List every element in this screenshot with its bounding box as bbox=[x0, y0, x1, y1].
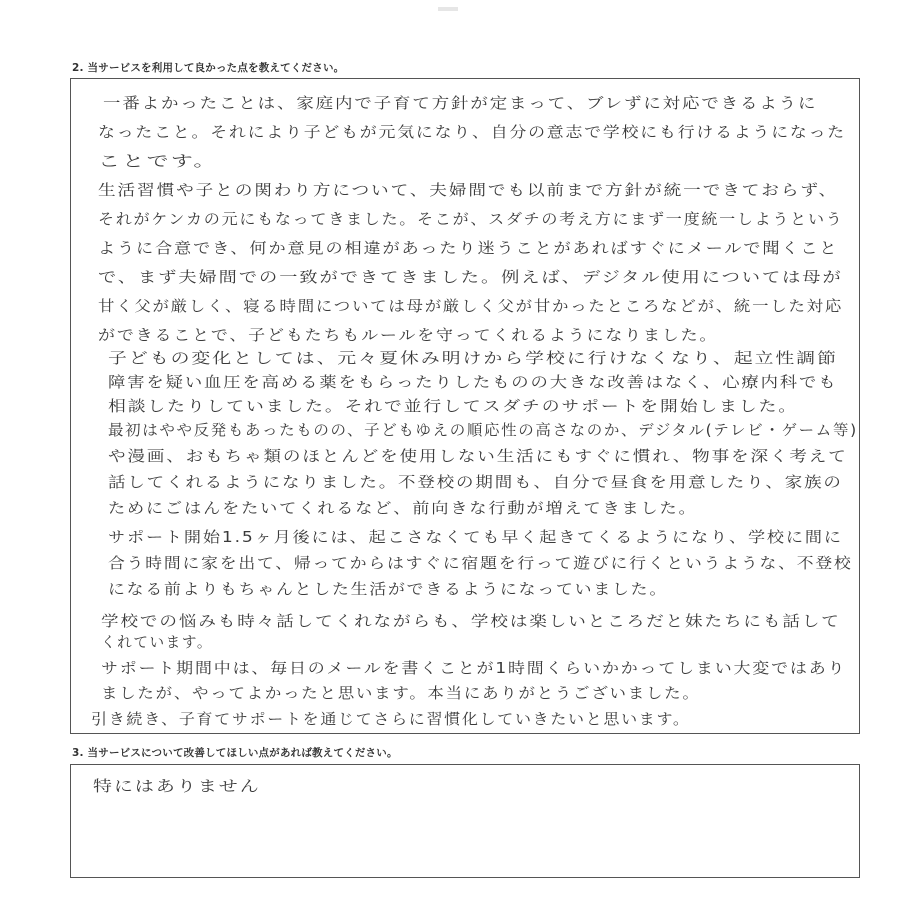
answer-line: ができることで、子どもたちもルールを守ってくれるようになりました。 bbox=[98, 326, 719, 344]
answer-line: 生活習慣や子との関わり方について、夫婦間でも以前まで方針が統一できておらず、 bbox=[98, 181, 839, 199]
answer-line: 引き続き、子育てサポートを通じてさらに習慣化していきたいと思います。 bbox=[91, 710, 691, 728]
answer-line: 最初はやや反発もあったものの、子どもゆえの順応性の高さなのか、デジタル(テレビ・ゲーム等) bbox=[108, 421, 858, 439]
answer-line: 一番よかったことは、家庭内で子育て方針が定まって、ブレずに対応できるように bbox=[103, 94, 818, 112]
answer-line: 相談したりしていました。それで並行してスダチのサポートを開始しました。 bbox=[108, 397, 799, 415]
answer-line: 学校での悩みも時々話してくれながらも、学校は楽しいところだと妹たちにも話して bbox=[101, 612, 841, 630]
answer-line: なったこと。それにより子どもが元気になり、自分の意志で学校にも行けるようになった bbox=[98, 123, 847, 141]
question-3-answer-box bbox=[70, 764, 860, 878]
answer-line: や漫画、おもちゃ類のほとんどを使用しない生活にもすぐに慣れ、物事を深く考えて bbox=[108, 447, 848, 465]
answer-line: それがケンカの元にもなってきました。そこが、スダチの考え方にまず一度統一しようという bbox=[98, 210, 844, 228]
answer-line: 子どもの変化としては、元々夏休み明けから学校に行けなくなり、起立性調節 bbox=[108, 349, 839, 367]
answer-line: ましたが、やってよかったと思います。本当にありがとうございました。 bbox=[101, 684, 701, 702]
answer-line: 甘く父が厳しく、寝る時間については母が厳しく父が甘かったところなどが、統一した対応 bbox=[98, 297, 844, 315]
answer-line: サポート期間中は、毎日のメールを書くことが1時間くらいかかってしまい大変ではあり bbox=[101, 659, 847, 677]
answer-line: ことです。 bbox=[98, 152, 218, 170]
answer-line: 合う時間に家を出て、帰ってからはすぐに宿題を行って遊びに行くというような、不登校 bbox=[108, 554, 853, 572]
question-2-answer-box bbox=[70, 78, 860, 734]
answer-line: サポート開始1.5ヶ月後には、起こさなくても早く起きてくるようになり、学校に間に bbox=[108, 528, 843, 546]
answer-line: 特にはありません bbox=[93, 777, 261, 795]
scan-artifact bbox=[420, 0, 480, 10]
question-2-title: 2. 当サービスを利用して良かった点を教えてください。 bbox=[72, 62, 345, 74]
answer-line: くれています。 bbox=[101, 633, 214, 651]
answer-line: で、まず夫婦間での一致ができてきました。例えば、デジタル使用については母が bbox=[98, 268, 843, 286]
question-3-title: 3. 当サービスについて改善してほしい点があれば教えてください。 bbox=[72, 747, 398, 759]
answer-line: ように合意でき、何か意見の相違があったり迷うことがあればすぐにメールで聞くこと bbox=[98, 239, 839, 257]
answer-line: 障害を疑い血圧を高める薬をもらったりしたものの大きな改善はなく、心療内科でも bbox=[108, 373, 838, 391]
answer-line: になる前よりもちゃんとした生活ができるようになっていました。 bbox=[108, 580, 669, 598]
answer-line: ためにごはんをたいてくれるなど、前向きな行動が増えてきました。 bbox=[108, 499, 698, 517]
answer-line: 話してくれるようになりました。不登校の期間も、自分で昼食を用意したり、家族の bbox=[108, 473, 843, 491]
